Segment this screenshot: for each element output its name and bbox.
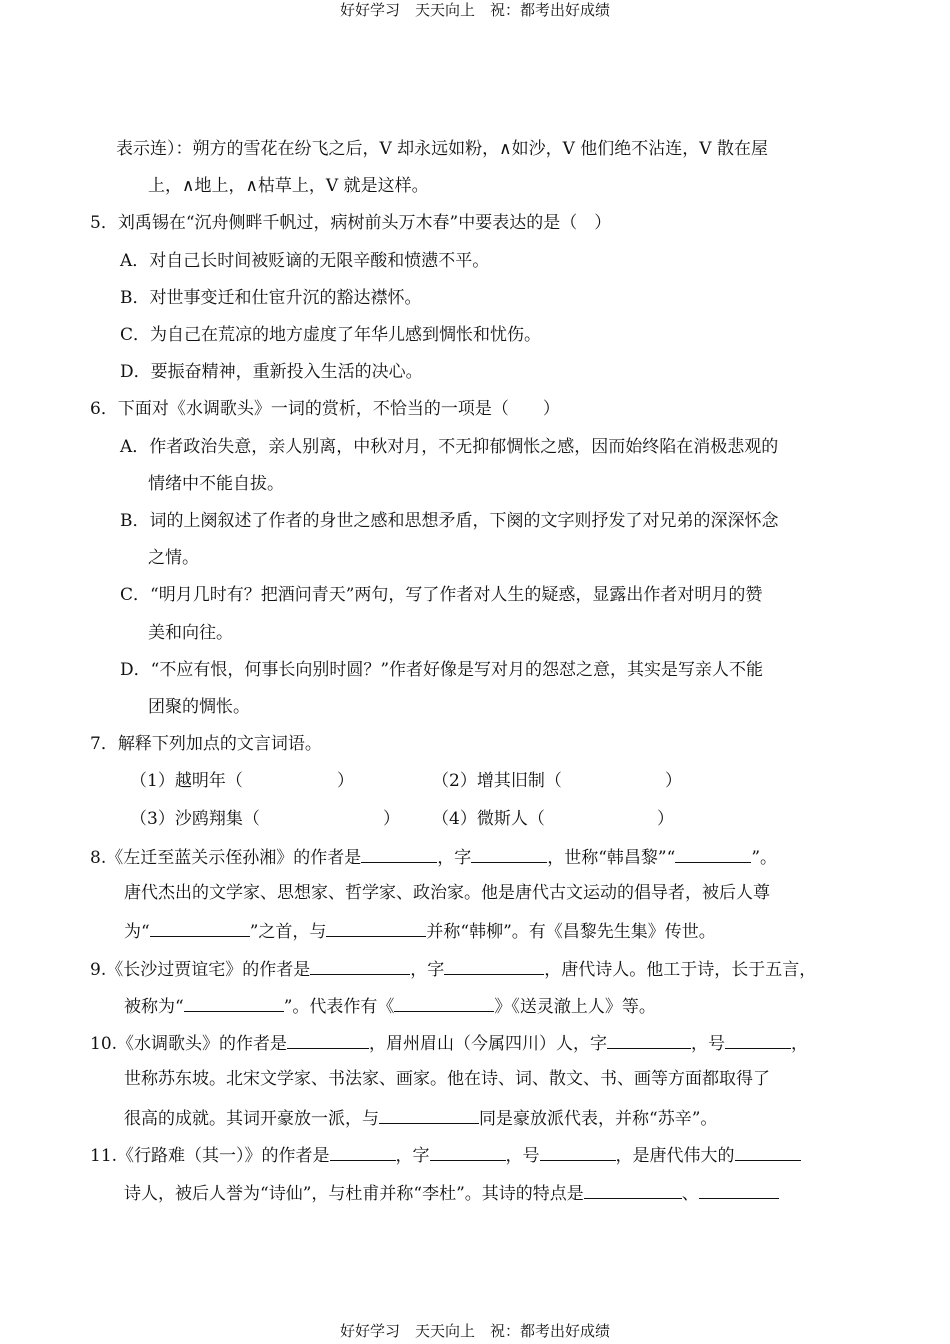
q9-blank-work[interactable] (394, 992, 494, 1012)
q11-line-2 (124, 1179, 779, 1205)
q8-text-7: 并称“韩柳”。有《昌黎先生集》传世。 (426, 922, 716, 942)
q6-option-d-line2: 团聚的惆怅。 (148, 697, 250, 717)
q11-blank-feature-2[interactable] (699, 1179, 779, 1199)
q11-blank-feature-1[interactable] (584, 1179, 682, 1199)
q10-text-6: 同是豪放派代表，并称“苏辛”。 (479, 1109, 718, 1129)
q8-line-2: 唐代杰出的文学家、思想家、哲学家、政治家。他是唐代古文运动的倡导者，被后人尊 (124, 883, 770, 903)
q10-blank-style[interactable] (607, 1029, 691, 1049)
q6-option-a-line2: 情绪中不能自拔。 (148, 474, 284, 494)
q6-option-d-line1: D．“不应有恨，何事长向别时圆？”作者好像是写对月的怨怼之意，其实是写亲人不能 (120, 660, 764, 680)
q7-item-2: （2）增其旧制（ (432, 771, 562, 791)
q7-item-1-close: ） (337, 771, 354, 791)
q5-stem: 5．刘禹锡在“沉舟侧畔千帆过，病树前头万木春”中要表达的是（ ） (90, 213, 612, 233)
intro-line-2: 上，∧地上，∧枯草上，V 就是这样。 (148, 176, 429, 196)
q8-blank-liu[interactable] (326, 917, 426, 937)
q5-option-b: B．对世事变迁和仕宦升沉的豁达襟怀。 (120, 288, 422, 308)
q9-text-4: 被称为“ (124, 997, 184, 1017)
q8-blank-eight-masters[interactable] (150, 917, 250, 937)
q5-option-c: C．为自己在荒凉的地方虚度了年华儿感到惆怅和忧伤。 (120, 325, 542, 345)
q7-item-2-close: ） (665, 771, 682, 791)
q8-text-3: ，世称“韩昌黎”“ (547, 848, 676, 868)
q10-line-3 (124, 1104, 717, 1130)
q9-blank-title[interactable] (184, 992, 284, 1012)
q11-line-1 (90, 1141, 801, 1167)
q10-blank-author[interactable] (287, 1029, 369, 1049)
q8-blank-style[interactable] (471, 843, 547, 863)
q8-text-1: 8.《左迁至蓝关示侄孙湘》的作者是 (90, 848, 362, 868)
q6-option-b-line2: 之情。 (148, 548, 199, 568)
q6-option-a-line1: A．作者政治失意，亲人别离，中秋对月，不无抑郁惆怅之感，因而始终陷在消极悲观的 (120, 437, 779, 457)
q7-item-4: （4）微斯人（ (432, 809, 545, 829)
q9-blank-author[interactable] (310, 955, 410, 975)
q6-option-c-line2: 美和向往。 (148, 623, 233, 643)
q11-blank-style[interactable] (430, 1141, 506, 1161)
q7-item-3-close: ） (383, 809, 400, 829)
q7-stem: 7．解释下列加点的文言词语。 (90, 734, 322, 754)
q9-text-3: ，唐代诗人。他工于诗，长于五言， (544, 960, 817, 980)
q9-blank-style[interactable] (444, 955, 544, 975)
q6-option-b-line1: B．词的上阕叙述了作者的身世之感和思想矛盾，下阕的文字则抒发了对兄弟的深深怀念 (120, 511, 779, 531)
q11-text-1: 11.《行路难（其一）》的作者是 (90, 1146, 330, 1166)
q7-item-1: （1）越明年（ (130, 771, 243, 791)
q11-text-6: 、 (681, 1184, 699, 1204)
q8-line-1 (90, 843, 777, 869)
q11-blank-type[interactable] (735, 1141, 801, 1161)
q8-text-6: ”之首，与 (249, 922, 327, 942)
q8-text-2: ，字 (437, 848, 472, 868)
q11-blank-author[interactable] (330, 1141, 396, 1161)
q10-blank-xin[interactable] (379, 1104, 479, 1124)
q6-option-c-line1: C．“明月几时有？把酒问青天”两句，写了作者对人生的疑惑，显露出作者对明月的赞 (120, 585, 763, 605)
q5-option-a: A．对自己长时间被贬谪的无限辛酸和愤懑不平。 (120, 251, 490, 271)
q9-line-1 (90, 955, 816, 981)
q9-text-6: 》《送灵澈上人》等。 (494, 997, 656, 1017)
q7-item-4-close: ） (657, 809, 674, 829)
q5-option-d: D．要振奋精神，重新投入生活的决心。 (120, 362, 423, 382)
q10-text-3: ，号 (691, 1034, 726, 1054)
q10-text-4: ， (791, 1034, 809, 1054)
intro-line-1: 表示连）：朔方的雪花在纷飞之后，V 却永远如粉，∧如沙，V 他们绝不沾连，V 散在屋 (116, 139, 768, 159)
q6-stem: 6．下面对《水调歌头》一词的赏析，不恰当的一项是（ ） (90, 399, 560, 419)
q8-line-3 (124, 917, 716, 943)
q9-text-1: 9.《长沙过贾谊宅》的作者是 (90, 960, 311, 980)
q8-blank-author[interactable] (361, 843, 437, 863)
page-header: 好好学习 天天向上 祝：都考出好成绩 (339, 1, 610, 19)
q10-text-1: 10.《水调歌头》的作者是 (90, 1034, 288, 1054)
q10-text-5: 很高的成就。其词开豪放一派，与 (124, 1109, 379, 1129)
q9-line-2 (124, 992, 656, 1018)
q10-line-1 (90, 1029, 808, 1055)
q8-text-5: 为“ (124, 922, 150, 942)
q11-text-2: ，字 (395, 1146, 430, 1166)
q9-text-2: ，字 (410, 960, 445, 980)
q10-line-2: 世称苏东坡。北宋文学家、书法家、画家。他在诗、词、散文、书、画等方面都取得了 (124, 1069, 770, 1089)
q10-text-2: ，眉州眉山（今属四川）人，字 (369, 1034, 608, 1054)
q8-blank-title[interactable] (675, 843, 751, 863)
page-footer: 好好学习 天天向上 祝：都考出好成绩 (339, 1322, 610, 1340)
q7-item-3: （3）沙鸥翔集（ (130, 809, 260, 829)
q9-text-5: ”。代表作有《 (283, 997, 395, 1017)
q11-blank-hao[interactable] (540, 1141, 616, 1161)
q11-text-3: ，号 (505, 1146, 540, 1166)
q8-text-4: ”。 (751, 848, 778, 868)
q10-blank-hao[interactable] (725, 1029, 791, 1049)
q11-text-5: 诗人，被后人誉为“诗仙”，与杜甫并称“李杜”。其诗的特点是 (124, 1184, 584, 1204)
q11-text-4: ，是唐代伟大的 (615, 1146, 735, 1166)
